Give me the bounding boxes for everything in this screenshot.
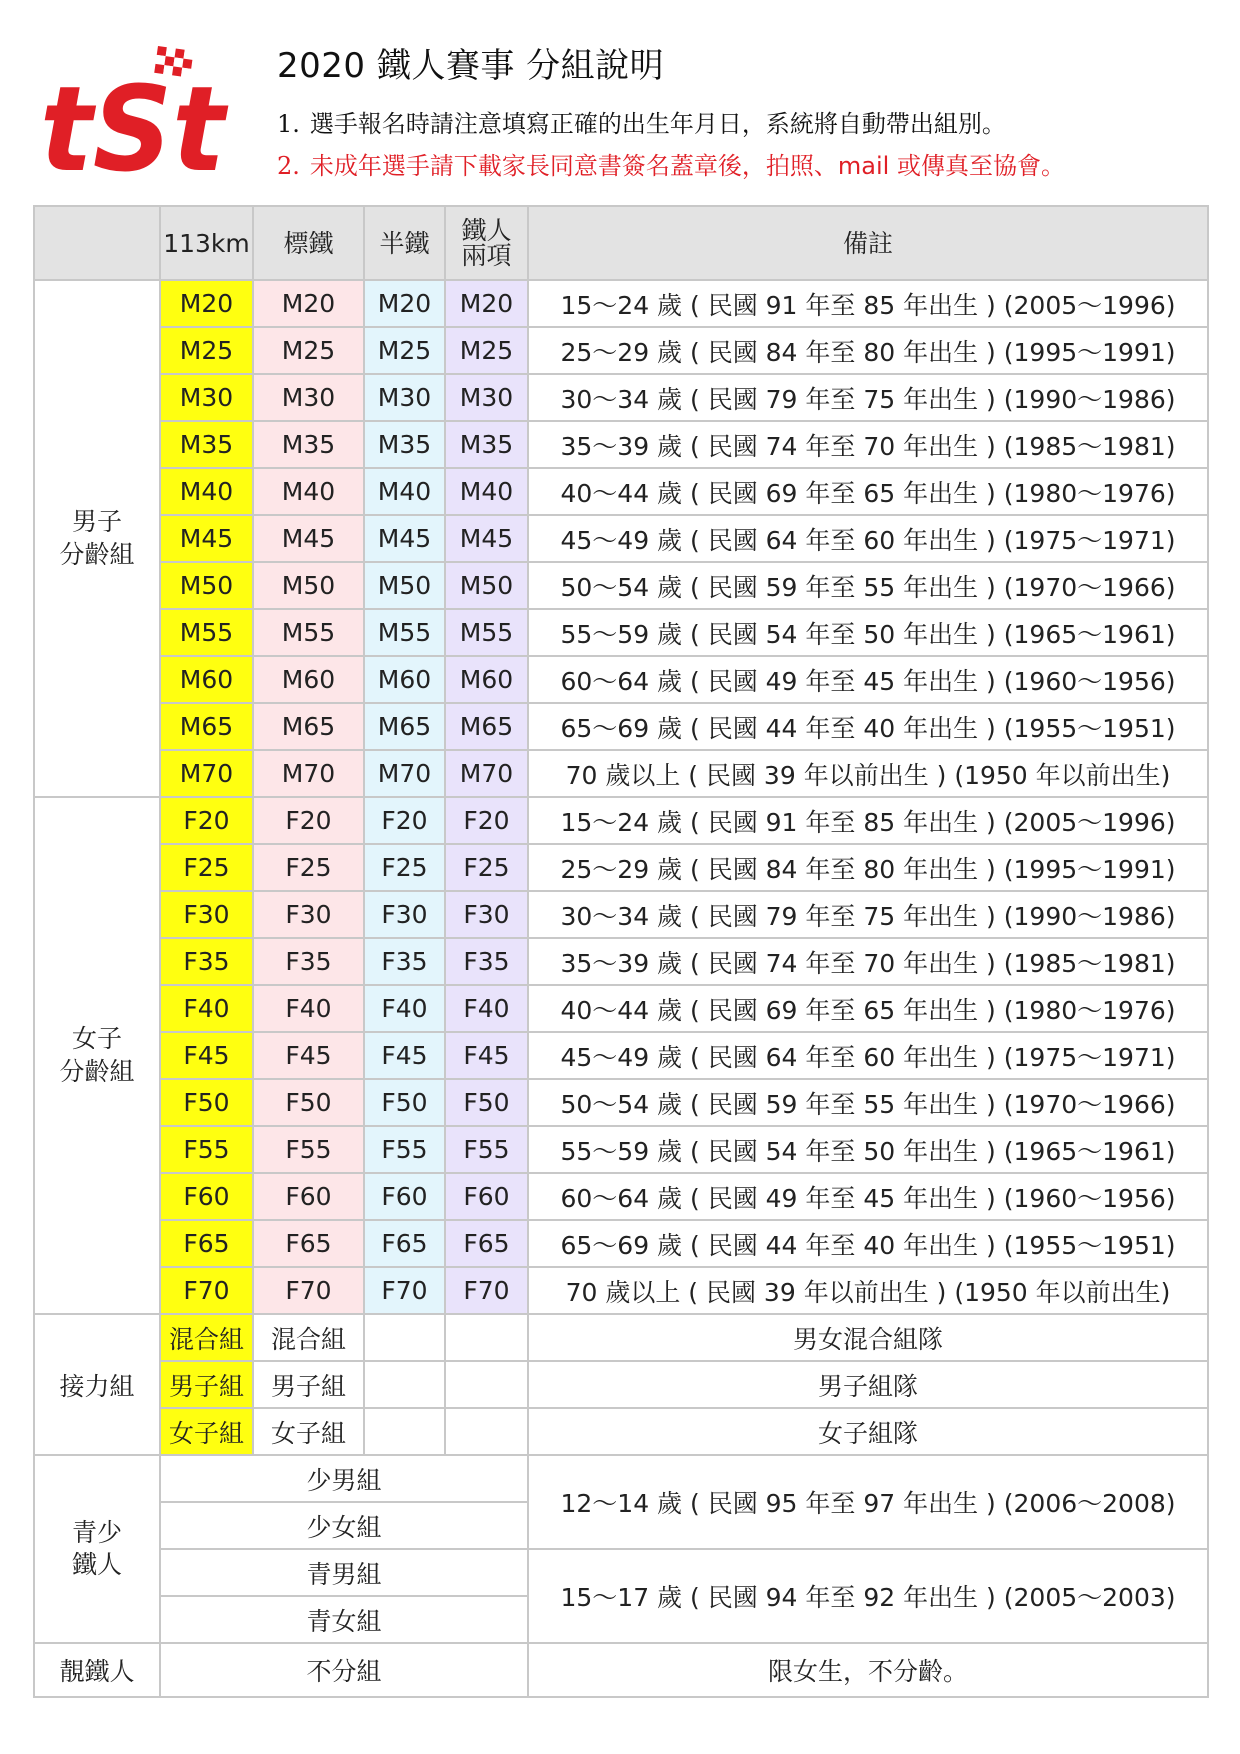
youth-group-name: 青男組 [160, 1549, 528, 1596]
code-duathlon: M70 [445, 750, 528, 797]
header-113km: 113km [160, 206, 253, 280]
code-duathlon: F50 [445, 1079, 528, 1126]
code-113km: F30 [160, 891, 253, 938]
group-label-line1: 女子 [71, 1024, 122, 1053]
male-age-group-label [34, 280, 160, 797]
code-113km: F40 [160, 985, 253, 1032]
code-standard: M30 [253, 374, 364, 421]
code-standard: F20 [253, 797, 364, 844]
youth-junior-note: 12～14 歲 ( 民國 95 年至 97 年出生 ) (2006～2008) [528, 1455, 1208, 1549]
table-row [34, 938, 1208, 985]
table-row [34, 750, 1208, 797]
code-standard: M35 [253, 421, 364, 468]
header-duathlon-line1: 鐵人 [461, 216, 512, 245]
relay-duathlon-empty [445, 1408, 528, 1455]
code-standard: M45 [253, 515, 364, 562]
table-row [34, 891, 1208, 938]
age-note: 70 歲以上 ( 民國 39 年以前出生 ) (1950 年以前出生) [528, 1267, 1208, 1314]
code-duathlon: F25 [445, 844, 528, 891]
code-half: F20 [364, 797, 445, 844]
age-note: 15～24 歲 ( 民國 91 年至 85 年出生 ) (2005～1996) [528, 797, 1208, 844]
code-duathlon: M30 [445, 374, 528, 421]
age-note: 55～59 歲 ( 民國 54 年至 50 年出生 ) (1965～1961) [528, 609, 1208, 656]
table-row [34, 985, 1208, 1032]
code-half: F65 [364, 1220, 445, 1267]
youth-group-name: 少女組 [160, 1502, 528, 1549]
group-label-line1: 青少 [71, 1517, 122, 1547]
age-note: 60～64 歲 ( 民國 49 年至 45 年出生 ) (1960～1956) [528, 1173, 1208, 1220]
relay-duathlon-empty [445, 1314, 528, 1361]
code-113km: M60 [160, 656, 253, 703]
table-row [34, 515, 1208, 562]
group-label-line2: 分齡組 [59, 1056, 135, 1086]
code-standard: F40 [253, 985, 364, 1032]
group-label-line1: 男子 [71, 507, 122, 536]
age-note: 40～44 歲 ( 民國 69 年至 65 年出生 ) (1980～1976) [528, 468, 1208, 515]
table-row [34, 280, 1208, 327]
beauty-group-name: 不分組 [160, 1643, 528, 1697]
age-note: 50～54 歲 ( 民國 59 年至 55 年出生 ) (1970～1966) [528, 562, 1208, 609]
page-title: 2020 鐵人賽事 分組說明 [277, 46, 665, 86]
relay-duathlon-empty [445, 1361, 528, 1408]
relay-note: 男女混合組隊 [528, 1314, 1208, 1361]
code-113km: M65 [160, 703, 253, 750]
code-duathlon: M35 [445, 421, 528, 468]
code-duathlon: F30 [445, 891, 528, 938]
instruction-text: 選手報名時請注意填寫正確的出生年月日，系統將自動帶出組別。 [309, 110, 1006, 138]
age-note: 70 歲以上 ( 民國 39 年以前出生 ) (1950 年以前出生) [528, 750, 1208, 797]
code-duathlon: M45 [445, 515, 528, 562]
table-row [34, 1032, 1208, 1079]
code-standard: M20 [253, 280, 364, 327]
table-row [34, 797, 1208, 844]
code-113km: F65 [160, 1220, 253, 1267]
code-half: F45 [364, 1032, 445, 1079]
code-half: F35 [364, 938, 445, 985]
age-note: 60～64 歲 ( 民國 49 年至 45 年出生 ) (1960～1956) [528, 656, 1208, 703]
table-row [34, 1079, 1208, 1126]
code-half: F60 [364, 1173, 445, 1220]
beauty-group-label: 靚鐵人 [34, 1643, 160, 1697]
code-113km: F50 [160, 1079, 253, 1126]
code-duathlon: F60 [445, 1173, 528, 1220]
relay-half-empty [364, 1408, 445, 1455]
age-note: 65～69 歲 ( 民國 44 年至 40 年出生 ) (1955～1951) [528, 703, 1208, 750]
code-standard: F30 [253, 891, 364, 938]
relay-note: 男子組隊 [528, 1361, 1208, 1408]
table-row [34, 421, 1208, 468]
code-half: F55 [364, 1126, 445, 1173]
relay-113km: 女子組 [160, 1408, 253, 1455]
code-113km: F70 [160, 1267, 253, 1314]
code-duathlon: F20 [445, 797, 528, 844]
age-note: 35～39 歲 ( 民國 74 年至 70 年出生 ) (1985～1981) [528, 938, 1208, 985]
table-row [34, 1455, 1208, 1502]
instruction-2 [277, 146, 1065, 181]
relay-113km: 混合組 [160, 1314, 253, 1361]
code-standard: F35 [253, 938, 364, 985]
group-label-line2: 鐵人 [71, 1550, 122, 1579]
group-label-line2: 分齡組 [59, 539, 135, 569]
table-row [34, 1314, 1208, 1361]
code-113km: M55 [160, 609, 253, 656]
code-duathlon: M40 [445, 468, 528, 515]
code-half: F25 [364, 844, 445, 891]
code-113km: F60 [160, 1173, 253, 1220]
code-half: M25 [364, 327, 445, 374]
relay-113km: 男子組 [160, 1361, 253, 1408]
code-standard: M25 [253, 327, 364, 374]
code-standard: M60 [253, 656, 364, 703]
code-duathlon: M25 [445, 327, 528, 374]
table-row [34, 374, 1208, 421]
code-duathlon: M55 [445, 609, 528, 656]
age-note: 45～49 歲 ( 民國 64 年至 60 年出生 ) (1975～1971) [528, 1032, 1208, 1079]
code-half: M50 [364, 562, 445, 609]
table-row [34, 562, 1208, 609]
code-standard: M55 [253, 609, 364, 656]
instruction-number: 1. [277, 110, 300, 138]
table-row [34, 1173, 1208, 1220]
age-note: 35～39 歲 ( 民國 74 年至 70 年出生 ) (1985～1981) [528, 421, 1208, 468]
code-half: M40 [364, 468, 445, 515]
group-table [33, 205, 1209, 1698]
youth-group-name: 青女組 [160, 1596, 528, 1643]
code-half: M70 [364, 750, 445, 797]
header-half: 半鐵 [364, 206, 445, 280]
code-113km: M50 [160, 562, 253, 609]
table-row [34, 1126, 1208, 1173]
age-note: 30～34 歲 ( 民國 79 年至 75 年出生 ) (1990～1986) [528, 891, 1208, 938]
code-standard: F60 [253, 1173, 364, 1220]
instruction-number: 2. [277, 152, 300, 180]
code-half: M35 [364, 421, 445, 468]
code-half: M60 [364, 656, 445, 703]
code-113km: M40 [160, 468, 253, 515]
code-113km: M70 [160, 750, 253, 797]
instruction-1 [277, 104, 1006, 139]
code-113km: M20 [160, 280, 253, 327]
code-standard: F65 [253, 1220, 364, 1267]
code-duathlon: F40 [445, 985, 528, 1032]
table-row [34, 1408, 1208, 1455]
age-note: 30～34 歲 ( 民國 79 年至 75 年出生 ) (1990～1986) [528, 374, 1208, 421]
code-standard: M50 [253, 562, 364, 609]
code-standard: F50 [253, 1079, 364, 1126]
code-half: M30 [364, 374, 445, 421]
table-row [34, 656, 1208, 703]
code-duathlon: M50 [445, 562, 528, 609]
age-note: 15～24 歲 ( 民國 91 年至 85 年出生 ) (2005～1996) [528, 280, 1208, 327]
relay-half-empty [364, 1361, 445, 1408]
table-row [34, 1361, 1208, 1408]
code-standard: M65 [253, 703, 364, 750]
code-half: F50 [364, 1079, 445, 1126]
code-duathlon: F65 [445, 1220, 528, 1267]
beauty-note: 限女生，不分齡。 [528, 1643, 1208, 1697]
table-row [34, 844, 1208, 891]
relay-standard: 混合組 [253, 1314, 364, 1361]
tst-logo [40, 42, 230, 182]
code-half: F40 [364, 985, 445, 1032]
table-row [34, 1220, 1208, 1267]
table-row [34, 1549, 1208, 1596]
header-blank [34, 206, 160, 280]
header-duathlon-line2: 兩項 [461, 241, 512, 270]
youth-group-label [34, 1455, 160, 1643]
code-duathlon: M20 [445, 280, 528, 327]
table-row [34, 1267, 1208, 1314]
code-standard: F70 [253, 1267, 364, 1314]
code-half: M55 [364, 609, 445, 656]
code-duathlon: F35 [445, 938, 528, 985]
age-note: 45～49 歲 ( 民國 64 年至 60 年出生 ) (1975～1971) [528, 515, 1208, 562]
table-row [34, 609, 1208, 656]
instruction-text: 未成年選手請下載家長同意書簽名蓋章後，拍照、mail 或傳真至協會。 [309, 152, 1065, 180]
code-half: F70 [364, 1267, 445, 1314]
age-note: 65～69 歲 ( 民國 44 年至 40 年出生 ) (1955～1951) [528, 1220, 1208, 1267]
code-duathlon: F70 [445, 1267, 528, 1314]
code-half: M45 [364, 515, 445, 562]
code-half: F30 [364, 891, 445, 938]
table-row [34, 1643, 1208, 1697]
code-duathlon: M65 [445, 703, 528, 750]
code-113km: M35 [160, 421, 253, 468]
code-113km: F20 [160, 797, 253, 844]
age-note: 40～44 歲 ( 民國 69 年至 65 年出生 ) (1980～1976) [528, 985, 1208, 1032]
logo-text: tSt [40, 60, 230, 182]
code-standard: M70 [253, 750, 364, 797]
code-113km: F55 [160, 1126, 253, 1173]
table-row [34, 703, 1208, 750]
relay-half-empty [364, 1314, 445, 1361]
code-standard: F25 [253, 844, 364, 891]
code-113km: F35 [160, 938, 253, 985]
female-age-group-label [34, 797, 160, 1314]
relay-note: 女子組隊 [528, 1408, 1208, 1455]
code-standard: M40 [253, 468, 364, 515]
code-half: M20 [364, 280, 445, 327]
code-duathlon: F55 [445, 1126, 528, 1173]
youth-group-name: 少男組 [160, 1455, 528, 1502]
youth-senior-note: 15～17 歲 ( 民國 94 年至 92 年出生 ) (2005～2003) [528, 1549, 1208, 1643]
table-row [34, 468, 1208, 515]
code-113km: M45 [160, 515, 253, 562]
code-duathlon: F45 [445, 1032, 528, 1079]
table-header-row [34, 206, 1208, 280]
table-row [34, 327, 1208, 374]
code-standard: F45 [253, 1032, 364, 1079]
code-standard: F55 [253, 1126, 364, 1173]
code-113km: F45 [160, 1032, 253, 1079]
code-113km: M25 [160, 327, 253, 374]
code-113km: F25 [160, 844, 253, 891]
relay-standard: 男子組 [253, 1361, 364, 1408]
code-duathlon: M60 [445, 656, 528, 703]
code-half: M65 [364, 703, 445, 750]
header-note: 備註 [528, 206, 1208, 280]
age-note: 50～54 歲 ( 民國 59 年至 55 年出生 ) (1970～1966) [528, 1079, 1208, 1126]
code-113km: M30 [160, 374, 253, 421]
relay-standard: 女子組 [253, 1408, 364, 1455]
age-note: 25～29 歲 ( 民國 84 年至 80 年出生 ) (1995～1991) [528, 844, 1208, 891]
header-standard: 標鐵 [253, 206, 364, 280]
age-note: 25～29 歲 ( 民國 84 年至 80 年出生 ) (1995～1991) [528, 327, 1208, 374]
header-duathlon [445, 206, 528, 280]
age-note: 55～59 歲 ( 民國 54 年至 50 年出生 ) (1965～1961) [528, 1126, 1208, 1173]
relay-group-label: 接力組 [34, 1314, 160, 1455]
